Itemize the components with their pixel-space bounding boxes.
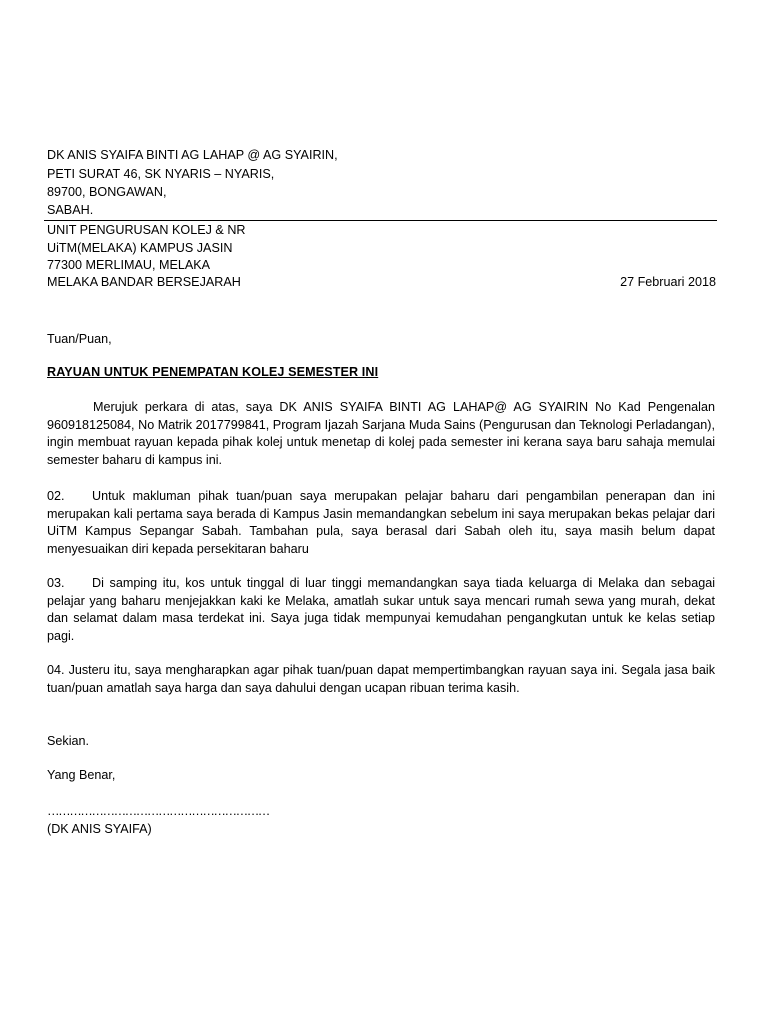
paragraph-2 — [47, 488, 715, 558]
closing-yang-benar: Yang Benar, — [47, 768, 116, 782]
recipient-line1: UNIT PENGURUSAN KOLEJ & NR — [47, 223, 246, 237]
signature-name: (DK ANIS SYAIFA) — [47, 822, 152, 836]
closing-sekian: Sekian. — [47, 734, 90, 748]
signature-line: …………………………………………………… — [47, 804, 269, 818]
recipient-line3: 77300 MERLIMAU, MELAKA — [47, 258, 211, 272]
salutation: Tuan/Puan, — [47, 332, 112, 346]
letter-date: 27 Februari 2018 — [620, 275, 716, 289]
sender-address-line3: SABAH. — [47, 203, 94, 217]
sender-address-line2: 89700, BONGAWAN, — [47, 185, 167, 199]
paragraph-3-text: Di samping itu, kos untuk tinggal di luar tinggi memandangkan saya tiada keluarga di Melaka dan sebagai pelajar yang baharu menjejakkan kaki ke Melaka, amatlah sukar untuk saya mencari rumah sewa yang murah, dekat dan selamat dalam masa terdekat ini. Saya juga tidak mempunyai kemudahan pengangkutan untuk ke kelas setiap pagi. — [47, 576, 715, 643]
letter-subject: RAYUAN UNTUK PENEMPATAN KOLEJ SEMESTER INI — [47, 365, 379, 379]
paragraph-2-text: Untuk makluman pihak tuan/puan saya merupakan pelajar baharu dari pengambilan penerapan dan ini merupakan kali pertama saya berada di Kampus Jasin memandangkan sebelum ini saya merupakan bekas pelajar dari UiTM Kampus Sepangar Sabah. Tambahan pula, saya berasal dari Sabah oleh itu, saya masih belum dapat menyesuaikan diri kepada persekitaran baharu — [47, 489, 715, 556]
recipient-line4: MELAKA BANDAR BERSEJARAH — [47, 275, 241, 289]
paragraph-3-number: 03. — [47, 576, 65, 590]
paragraph-4: 04. Justeru itu, saya mengharapkan agar pihak tuan/puan dapat mempertimbangkan rayuan saya ini. Segala jasa baik tuan/puan amatlah saya harga dan saya dahului dengan ucapan ribuan terima kasih. — [47, 663, 715, 695]
paragraph-2-number: 02. — [47, 489, 65, 503]
paragraph-1: Merujuk perkara di atas, saya DK ANIS SYAIFA BINTI AG LAHAP@ AG SYAIRIN No Kad Pengenalan 960918125084, No Matrik 2017799841, Program Ijazah Sarjana Muda Sains (Pengurusan dan Teknologi Perladangan), ingin membuat rayuan kepada pihak kolej untuk menetap di kolej pada semester ini kerana saya baru sahaja memulai semester baharu di kampus ini. — [47, 400, 715, 467]
sender-address-line1: PETI SURAT 46, SK NYARIS – NYARIS, — [47, 167, 275, 181]
sender-name: DK ANIS SYAIFA BINTI AG LAHAP @ AG SYAIRIN, — [47, 148, 338, 162]
header-divider — [44, 220, 717, 221]
paragraph-3 — [47, 575, 715, 645]
recipient-line2: UiTM(MELAKA) KAMPUS JASIN — [47, 241, 233, 255]
